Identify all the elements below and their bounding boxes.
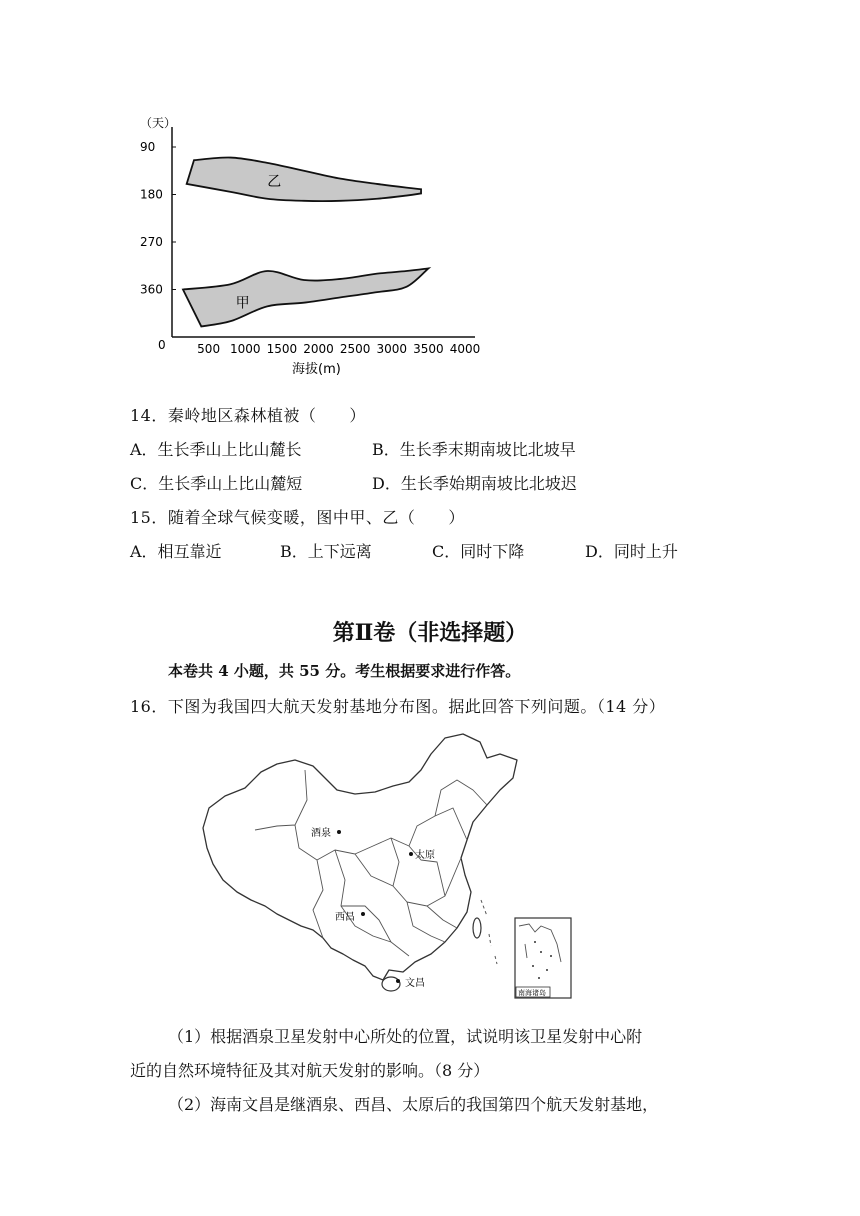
x-tick-label-500: 500 bbox=[197, 342, 221, 356]
q16-sub1-line1: （1）根据酒泉卫星发射中心所处的位置，试说明该卫星发射中心附 bbox=[168, 1027, 643, 1046]
taiyuan-label: 太原 bbox=[415, 850, 435, 861]
inset-label: 南海诸岛 bbox=[518, 989, 546, 997]
jiuquan-marker bbox=[337, 830, 341, 834]
q15-option-d[interactable]: D．同时上升 bbox=[585, 542, 678, 561]
province-borders bbox=[255, 770, 487, 956]
x-tick-label-4000: 4000 bbox=[449, 342, 481, 356]
band-label-yi: 乙 bbox=[267, 173, 282, 190]
q15-option-a[interactable]: A．相互靠近 bbox=[130, 542, 222, 561]
band-jia bbox=[183, 268, 428, 326]
q14-option-a[interactable]: A．生长季山上比山麓长 bbox=[130, 440, 302, 459]
y-tick-label-360: 90 bbox=[140, 140, 156, 154]
q15-stem: 15．随着全球气候变暖，图中甲、乙（ ） bbox=[130, 508, 465, 527]
q16-stem: 16．下图为我国四大航天发射基地分布图。据此回答下列问题。（14 分） bbox=[130, 697, 666, 716]
wenchang-label: 文昌 bbox=[405, 978, 425, 989]
x-tick-label-2500: 2500 bbox=[339, 342, 371, 356]
q15-option-c[interactable]: C．同时下降 bbox=[432, 542, 525, 561]
x-tick-label-1500: 1500 bbox=[266, 342, 298, 356]
xichang-marker bbox=[361, 912, 365, 916]
band-yi bbox=[187, 158, 421, 202]
q16-sub1-line2: 近的自然环境特征及其对航天发射的影响。（8 分） bbox=[130, 1061, 490, 1080]
growing-season-chart bbox=[120, 105, 500, 385]
q14-option-b[interactable]: B．生长季末期南坡比北坡早 bbox=[372, 440, 576, 459]
y-unit-label: （天） bbox=[140, 116, 177, 130]
taiwan-island bbox=[473, 918, 481, 938]
x-tick-label-1000: 1000 bbox=[229, 342, 261, 356]
inset-coast bbox=[519, 924, 561, 962]
inset-islands bbox=[532, 941, 552, 979]
x-tick-label-3500: 3500 bbox=[413, 342, 444, 356]
q16-sub2-line1: （2）海南文昌是继酒泉、西昌、太原后的我国第四个航天发射基地， bbox=[168, 1095, 659, 1114]
band-label-jia: 甲 bbox=[235, 295, 250, 312]
origin-label: 0 bbox=[158, 338, 166, 352]
x-tick-label-2000: 2000 bbox=[303, 342, 334, 356]
q14-option-d[interactable]: D．生长季始期南坡比北坡迟 bbox=[372, 474, 577, 493]
china-launch-sites-map bbox=[195, 730, 585, 1005]
x-axis-title: 海拔(m) bbox=[292, 362, 341, 377]
section-note: 本卷共 4 小题，共 55 分。考生根据要求进行作答。 bbox=[168, 662, 521, 680]
south-china-sea-inset bbox=[515, 918, 571, 998]
hainan-island bbox=[382, 977, 400, 991]
y-tick-label-90: 360 bbox=[140, 282, 163, 297]
xichang-label: 西昌 bbox=[335, 912, 355, 923]
y-tick-label-270: 180 bbox=[140, 187, 163, 202]
maritime-dashes bbox=[481, 900, 497, 964]
jiuquan-label: 酒泉 bbox=[311, 828, 331, 839]
section-title: 第Ⅱ卷（非选择题） bbox=[332, 620, 528, 646]
y-tick-label-180: 270 bbox=[140, 235, 163, 249]
q14-option-c[interactable]: C．生长季山上比山麓短 bbox=[130, 474, 303, 493]
china-outline bbox=[203, 734, 517, 980]
q14-stem: 14．秦岭地区森林植被（ ） bbox=[130, 406, 366, 425]
q15-option-b[interactable]: B．上下远离 bbox=[280, 542, 372, 561]
x-tick-label-3000: 3000 bbox=[376, 342, 408, 356]
wenchang-marker bbox=[396, 979, 400, 983]
taiyuan-marker bbox=[409, 852, 413, 856]
